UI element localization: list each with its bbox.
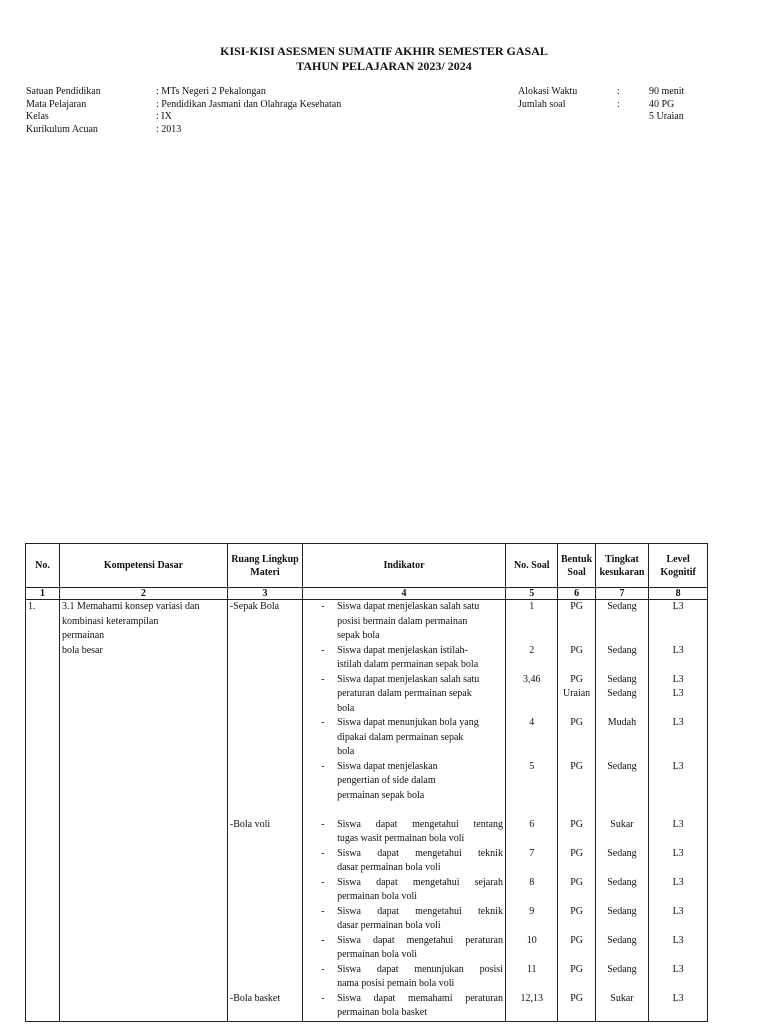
- bentuk-value: PG: [570, 760, 583, 772]
- indicator-line: peraturan dalam permainan sepak: [337, 688, 472, 699]
- meta-value: : Pendidikan Jasmani dan Olahraga Kesehatan: [156, 98, 342, 110]
- col-number: 7: [595, 588, 649, 600]
- col-number: 2: [59, 588, 227, 600]
- tingkat-value: Sedang: [607, 905, 637, 917]
- level-value: L3: [672, 644, 684, 656]
- bentuk-value: PG: [570, 847, 583, 859]
- col-header-indikator: Indikator: [303, 544, 506, 588]
- indicator-item: - Siswa dapat mengetahui tentang tugas wasit permainan bola voli: [305, 818, 503, 847]
- indicator-line: istilah dalam permainan sepak bola: [337, 659, 479, 670]
- indicator-item: - Siswa dapat mengetahui peraturan permainan bola voli: [305, 934, 503, 963]
- indicator-item: - Siswa dapat mengetahui teknik dasar permainan bola voli: [305, 905, 503, 934]
- meta-separators-right: [617, 86, 620, 111]
- indicator-line: Siswa dapat memahami peraturan: [337, 992, 503, 1004]
- indicator-line: permainan bola voli: [337, 949, 418, 960]
- col-header-no: No.: [26, 544, 60, 588]
- tingkat-value: Sedang: [607, 673, 637, 685]
- bentuk-soal-cell: [558, 600, 595, 1022]
- meta-label: Jumlah soal: [518, 98, 566, 110]
- no-soal-value: 10: [526, 934, 537, 946]
- indicator-line: posisi bermain dalam permainan: [337, 615, 468, 627]
- level-value: L3: [672, 876, 684, 888]
- tingkat-value: Sedang: [607, 760, 637, 772]
- tingkat-value: Sukar: [610, 818, 634, 830]
- indicator-line: permainan bola voli: [337, 891, 418, 902]
- kd-line: kombinasi keterampilan: [61, 615, 159, 627]
- materi-item: -Bola voli: [229, 818, 271, 830]
- indikator-cell: [303, 600, 506, 1022]
- indicator-line: tugas wasit permainan bola voli: [337, 833, 465, 844]
- level-value: L3: [672, 717, 684, 728]
- indicator-line: Siswa dapat mengetahui teknik: [337, 905, 503, 917]
- indicator-line: Siswa dapat menjelaskan salah satu: [337, 601, 480, 612]
- no-soal-value: 6: [529, 818, 535, 830]
- meta-value: : IX: [156, 111, 172, 122]
- tingkat-value: Sedang: [607, 934, 637, 946]
- bentuk-value: PG: [570, 992, 583, 1004]
- bentuk-value: PG: [570, 905, 583, 917]
- indicator-line: Siswa dapat mengetahui sejarah: [337, 876, 503, 888]
- materi-item: -Bola basket: [229, 993, 281, 1004]
- kd-line: bola besar: [61, 644, 103, 656]
- indicator-item: - Siswa dapat menunjukan bola yang dipakai dalam permainan sepak bola: [305, 716, 503, 760]
- materi-item: -Sepak Bola: [229, 601, 280, 612]
- no-soal-value: 2: [529, 644, 535, 656]
- meta-label: Kelas: [26, 111, 49, 122]
- materi-cell: [227, 600, 302, 1022]
- indicator-line: Siswa dapat menunjukan posisi: [337, 963, 503, 975]
- indicator-line: Siswa dapat mengetahui teknik: [337, 847, 503, 859]
- level-value: L3: [672, 992, 684, 1004]
- indicator-line: nama posisi pemain bola voli: [337, 978, 455, 989]
- indicator-line: Siswa dapat menjelaskan salah satu: [337, 673, 480, 685]
- meta-labels-right: [518, 86, 577, 111]
- level-value: L3: [672, 905, 684, 917]
- meta-label: Kurikulum Acuan: [26, 123, 98, 135]
- indicator-line: Siswa dapat menjelaskan istilah-: [337, 644, 468, 656]
- indicator-line: Siswa dapat mengetahui peraturan: [337, 934, 503, 946]
- indicator-line: Siswa dapat menjelaskan: [337, 760, 438, 772]
- col-header-tingkat-kesukaran: Tingkat kesukaran: [595, 544, 649, 588]
- indicator-line: Siswa dapat mengetahui tentang: [337, 818, 503, 830]
- no-soal-value: 7: [529, 847, 535, 859]
- tingkat-kesukaran-cell: [595, 600, 649, 1022]
- meta-values-left: [156, 86, 341, 136]
- tingkat-value: Sedang: [607, 876, 637, 888]
- kompetensi-dasar-cell: [59, 600, 227, 1022]
- col-header-no-soal: No. Soal: [505, 544, 558, 588]
- tingkat-value: Sedang: [607, 688, 637, 699]
- tingkat-value: Sedang: [607, 601, 637, 612]
- indicator-item: - Siswa dapat menjelaskan istilah- istilah dalam permainan sepak bola: [305, 644, 503, 673]
- col-number: 8: [649, 588, 708, 600]
- tingkat-value: Sukar: [610, 992, 634, 1004]
- col-header-ruang-lingkup: Ruang Lingkup Materi: [227, 544, 302, 588]
- meta-value: 90 menit: [649, 86, 685, 97]
- col-header-bentuk-soal: Bentuk Soal: [558, 544, 595, 588]
- col-number: 3: [227, 588, 302, 600]
- no-soal-cell: [505, 600, 558, 1022]
- level-value: L3: [672, 673, 684, 685]
- indicator-line: bola: [337, 746, 355, 757]
- tingkat-value: Sedang: [607, 847, 637, 859]
- indicator-line: dasar permainan bola voli: [337, 862, 441, 873]
- col-number: 5: [505, 588, 558, 600]
- level-kognitif-cell: [649, 600, 708, 1022]
- indicator-item: - Siswa dapat mengetahui teknik dasar permainan bola voli: [305, 847, 503, 876]
- no-soal-value: 11: [526, 963, 537, 975]
- indicator-line: pengertian of side dalam: [337, 775, 436, 786]
- level-value: L3: [672, 847, 684, 859]
- no-soal-value: 8: [529, 876, 535, 888]
- level-value: L3: [672, 760, 684, 772]
- indicator-line: permainan sepak bola: [337, 789, 425, 801]
- indicator-item: - Siswa dapat menjelaskan salah satu peraturan dalam permainan sepak bola: [305, 673, 503, 717]
- bentuk-value: PG: [570, 963, 583, 975]
- row-number: 1.: [26, 600, 60, 1022]
- no-soal-value: 5: [529, 760, 535, 772]
- tingkat-value: Sedang: [607, 644, 637, 656]
- table-header-row: [26, 544, 708, 588]
- tingkat-value: Mudah: [607, 717, 637, 728]
- meta-label: Alokasi Waktu: [518, 86, 578, 97]
- kisi-kisi-table: [25, 543, 708, 1022]
- col-number: 4: [303, 588, 506, 600]
- no-soal-value: 1: [529, 601, 535, 612]
- col-number: 6: [558, 588, 595, 600]
- indicator-item: - Siswa dapat menjelaskan pengertian of side dalam permainan sepak bola: [305, 760, 503, 804]
- level-value: L3: [672, 963, 684, 975]
- indicator-item: - Siswa dapat menjelaskan salah satu posisi bermain dalam permainan sepak bola: [305, 600, 503, 644]
- level-value: L3: [672, 601, 684, 612]
- indicator-line: Siswa dapat menunjukan bola yang: [337, 717, 479, 728]
- column-number-row: [26, 588, 708, 600]
- meta-value: : MTs Negeri 2 Pekalongan: [156, 86, 266, 97]
- bentuk-value: PG: [570, 644, 583, 656]
- indicator-item: - Siswa dapat menunjukan posisi nama posisi pemain bola voli: [305, 963, 503, 992]
- table-row: [26, 600, 708, 1022]
- col-header-kompetensi-dasar: Kompetensi Dasar: [59, 544, 227, 588]
- tingkat-value: Sedang: [607, 963, 637, 975]
- indicator-line: dasar permainan bola voli: [337, 920, 441, 931]
- kd-line: permainan: [61, 630, 105, 641]
- bentuk-value: Uraian: [562, 688, 591, 699]
- document-title-line2: TAHUN PELAJARAN 2023/ 2024: [296, 59, 472, 73]
- indicator-line: permainan bola basket: [337, 1007, 428, 1018]
- col-header-level-kognitif: Level Kognitif: [649, 544, 708, 588]
- meta-value: 40 PG: [649, 98, 675, 110]
- indicator-line: bola: [337, 702, 355, 714]
- meta-labels-left: [26, 86, 101, 136]
- indicator-line: dipakai dalam permainan sepak: [337, 731, 464, 743]
- level-value: L3: [672, 688, 684, 699]
- no-soal-value: 12,13: [520, 992, 543, 1004]
- bentuk-value: PG: [570, 673, 583, 685]
- bentuk-value: PG: [570, 876, 583, 888]
- indicator-item: - Siswa dapat memahami peraturan permainan bola basket: [305, 992, 503, 1021]
- bentuk-value: PG: [570, 934, 583, 946]
- meta-label: Mata Pelajaran: [26, 98, 87, 110]
- document-title-line1: KISI-KISI ASESMEN SUMATIF AKHIR SEMESTER GASAL: [220, 44, 548, 58]
- bentuk-value: PG: [570, 601, 583, 612]
- level-value: L3: [672, 818, 684, 830]
- meta-value: 5 Uraian: [649, 111, 684, 122]
- level-value: L3: [672, 934, 684, 946]
- kd-line: 3.1 Memahami konsep variasi dan: [61, 601, 200, 612]
- meta-value: : 2013: [156, 123, 182, 135]
- col-number: 1: [26, 588, 60, 600]
- no-soal-value: 9: [529, 905, 535, 917]
- meta-values-right: [649, 86, 684, 124]
- no-soal-value: 3,46: [522, 673, 541, 685]
- indicator-line: sepak bola: [337, 630, 380, 641]
- bentuk-value: PG: [570, 717, 583, 728]
- bentuk-value: PG: [570, 818, 583, 830]
- meta-separator: :: [617, 86, 620, 97]
- meta-separator: :: [617, 98, 620, 110]
- no-soal-value: 4: [529, 717, 535, 728]
- meta-label: Satuan Pendidikan: [26, 86, 101, 97]
- indicator-item: - Siswa dapat mengetahui sejarah permainan bola voli: [305, 876, 503, 905]
